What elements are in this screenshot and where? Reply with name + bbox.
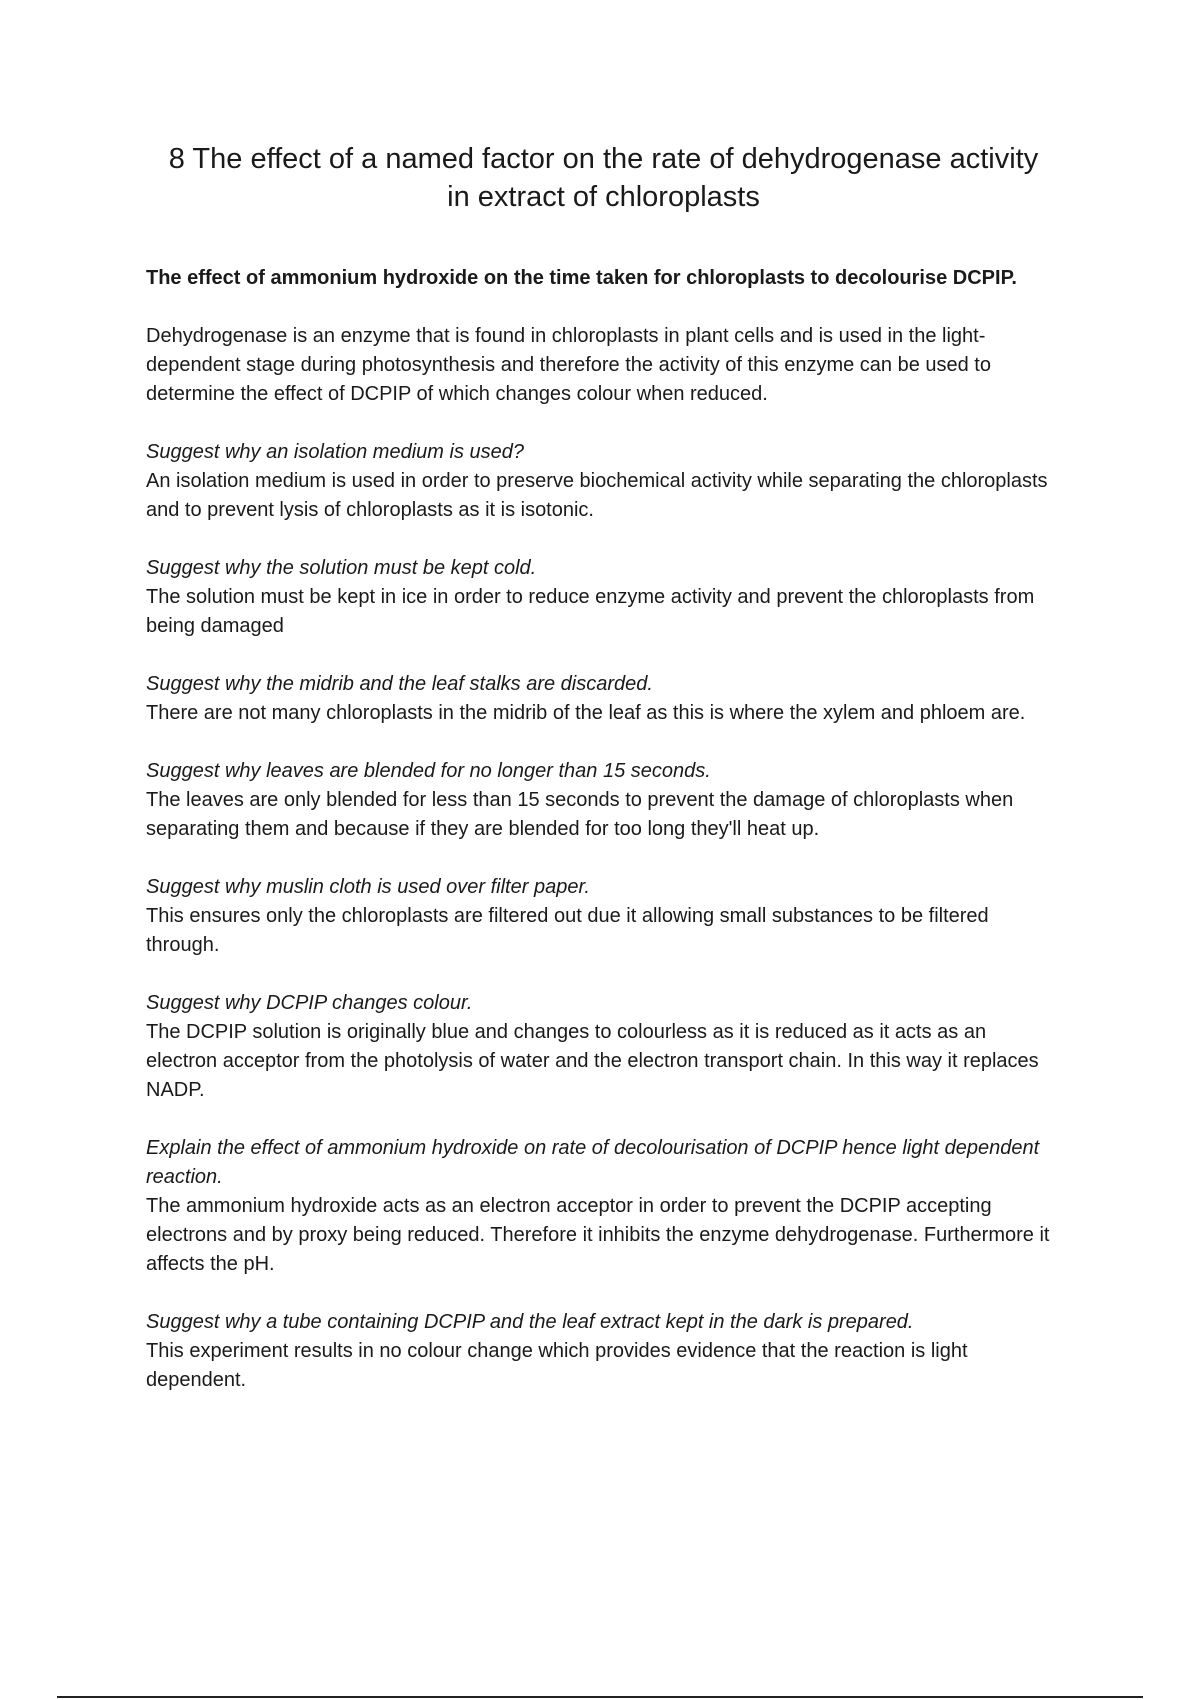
question-text: Suggest why DCPIP changes colour. xyxy=(146,992,473,1014)
qa-block xyxy=(146,873,1061,960)
qa-block xyxy=(146,670,1061,728)
footer-divider xyxy=(57,1696,1143,1698)
answer-text: There are not many chloroplasts in the midrib of the leaf as this is where the xylem and phloem are. xyxy=(146,702,1026,724)
qa-block xyxy=(146,438,1061,525)
answer-text: The leaves are only blended for less than 15 seconds to prevent the damage of chloroplasts when separating them and because if they are blended for too long they'll heat up. xyxy=(146,789,1014,840)
page-title xyxy=(146,140,1061,216)
qa-block xyxy=(146,554,1061,641)
question-text: Suggest why muslin cloth is used over filter paper. xyxy=(146,876,590,898)
answer-text: This ensures only the chloroplasts are filtered out due it allowing small substances to be filtered through. xyxy=(146,905,989,956)
page-title-line-2: in extract of chloroplasts xyxy=(447,181,760,213)
question-text: Suggest why a tube containing DCPIP and the leaf extract kept in the dark is prepared. xyxy=(146,1311,914,1333)
intro-paragraph: Dehydrogenase is an enzyme that is found in chloroplasts in plant cells and is used in the light-dependent stage during photosynthesis and therefore the activity of this enzyme can be used to determine the effect of DCPIP of which changes colour when reduced. xyxy=(146,325,991,405)
answer-text: An isolation medium is used in order to preserve biochemical activity while separating the chloroplasts and to prevent lysis of chloroplasts as it is isotonic. xyxy=(146,470,1048,521)
page-title-line-1: 8 The effect of a named factor on the rate of dehydrogenase activity xyxy=(168,143,1039,175)
document-page xyxy=(146,140,1061,1424)
qa-block xyxy=(146,989,1061,1105)
question-text: Suggest why leaves are blended for no longer than 15 seconds. xyxy=(146,760,711,782)
qa-block xyxy=(146,1308,1061,1395)
answer-text: The ammonium hydroxide acts as an electron acceptor in order to prevent the DCPIP accepting electrons and by proxy being reduced. Therefore it inhibits the enzyme dehydrogenase. Furthermore it affects the pH. xyxy=(146,1195,1050,1275)
answer-text: This experiment results in no colour change which provides evidence that the reaction is light dependent. xyxy=(146,1340,968,1391)
answer-text: The DCPIP solution is originally blue and changes to colourless as it is reduced as it acts as an electron acceptor from the photolysis of water and the electron transport chain. In this way it replaces NADP. xyxy=(146,1021,1039,1101)
question-text: Explain the effect of ammonium hydroxide on rate of decolourisation of DCPIP hence light dependent reaction. xyxy=(146,1137,1040,1188)
question-text: Suggest why the solution must be kept cold. xyxy=(146,557,537,579)
qa-block xyxy=(146,1134,1061,1279)
question-text: Suggest why the midrib and the leaf stalks are discarded. xyxy=(146,673,653,695)
answer-text: The solution must be kept in ice in order to reduce enzyme activity and prevent the chloroplasts from being damaged xyxy=(146,586,1035,637)
section-subtitle: The effect of ammonium hydroxide on the time taken for chloroplasts to decolourise DCPIP. xyxy=(146,267,1017,289)
qa-block xyxy=(146,757,1061,844)
question-text: Suggest why an isolation medium is used? xyxy=(146,441,524,463)
